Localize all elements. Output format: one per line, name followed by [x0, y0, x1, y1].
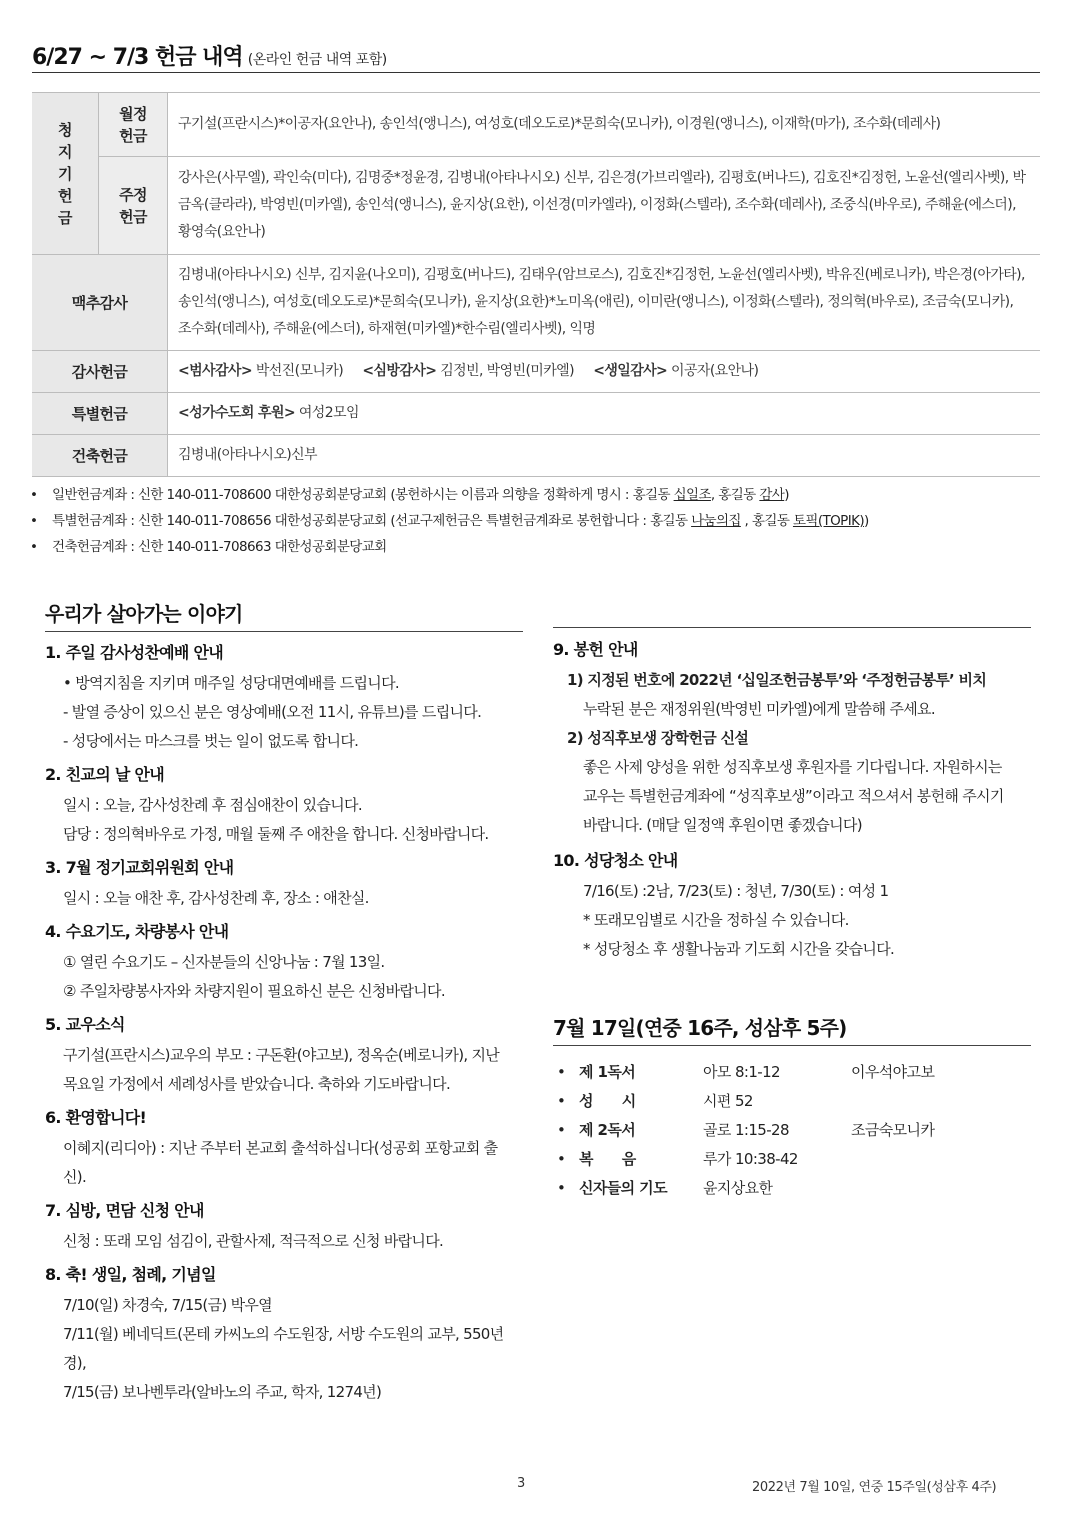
news-item-title: 4. 수요기도, 차량봉사 안내	[45, 922, 229, 941]
news-subtitle: 2) 성직후보생 장학헌금 신설	[567, 729, 749, 747]
account-text: 일반헌금계좌 : 신한 140-011-708600 대한성공회분당교회 (봉헌하시는 이름과 의향을 정확하게 명시 : 홍길동	[52, 487, 674, 503]
news-line: * 또래모임별로 시간을 정하실 수 있습니다.	[583, 911, 849, 929]
news-right-column	[553, 637, 1038, 970]
weekly-content: 강사은(사무엘), 곽인숙(미다), 김명중*정윤경, 김병내(아타나시오) 신부, 김은경(가브리엘라), 김평호(버나드), 김호진*김정헌, 노윤선(엘리사벳), 박금옥(클라라), 박영빈(미카엘), 송인석(앵니스), 윤지상(요한), 이선경(미카엘라), 이정화(스텔라), 조수화(데레사), 조중식(바우로), 주해윤(에스더), 황영숙(요안나)	[168, 157, 1041, 255]
news-item	[45, 855, 530, 913]
weekly-label-text: 주정 헌금	[119, 185, 147, 226]
news-left-column	[45, 640, 530, 1413]
bullet-icon: •	[557, 1179, 566, 1197]
readings-title: 7월 17일(연중 16주, 성삼후 5주)	[553, 1012, 1031, 1046]
account-text: 건축헌금계좌 : 신한 140-011-708663 대한성공회분당교회	[52, 539, 387, 555]
thanks-k2: <심방감사>	[362, 363, 437, 379]
building-label: 건축헌금	[32, 435, 168, 477]
news-line: ① 열린 수요기도 – 신자분들의 신앙나눔 : 7월 13일.	[63, 953, 385, 971]
tithe-label-text: 청 지 기 헌 금	[58, 120, 72, 227]
bullet-icon: •	[557, 1150, 566, 1168]
reading-label: 제 2독서	[579, 1121, 636, 1139]
thanks-v3: 이공자(요안나)	[671, 363, 759, 379]
readings-list	[553, 1058, 1023, 1203]
news-line: 일시 : 오늘 애찬 후, 감사성찬례 후, 장소 : 애찬실.	[63, 889, 369, 907]
bullet-icon: •	[30, 513, 38, 529]
account-line	[30, 535, 387, 555]
news-item	[553, 848, 1038, 964]
monthly-content: 구기설(프란시스)*이공자(요안나), 송인석(앵니스), 여성호(데오도로)*문희숙(모니카), 이경원(앵니스), 이재학(마가), 조수화(데레사)	[168, 93, 1041, 157]
bullet-icon: •	[557, 1092, 566, 1110]
thanks-v2: 김정빈, 박영빈(미카엘)	[440, 363, 574, 379]
news-item-title: 6. 환영합니다!	[45, 1108, 147, 1127]
reading-text: 윤지상요한	[703, 1179, 773, 1197]
offering-header	[32, 40, 1040, 73]
news-item-title: 10. 성당청소 안내	[553, 851, 678, 870]
news-line: 신).	[63, 1168, 87, 1186]
news-item	[45, 1198, 530, 1256]
reading-reader: 조금숙모니카	[851, 1121, 935, 1139]
news-item	[45, 1012, 530, 1099]
news-item	[45, 919, 530, 1006]
thanks-v1: 박선진(모니카)	[255, 363, 344, 379]
bullet-icon: •	[30, 487, 38, 503]
news-line: 구기설(프란시스)교우의 부모 : 구돈환(야고보), 정옥순(베로니카), 지난	[63, 1046, 500, 1064]
account-underline: 십일조	[673, 487, 711, 503]
wheat-label: 맥추감사	[32, 255, 168, 351]
news-line: ② 주일차량봉사자와 차량지원이 필요하신 분은 신청바랍니다.	[63, 982, 445, 1000]
news-line: 담당 : 정의혁바우로 가정, 매월 둘째 주 애찬을 합니다. 신청바랍니다.	[63, 825, 489, 843]
special-label: 특별헌금	[32, 393, 168, 435]
table-row	[32, 435, 1040, 477]
footer-date: 2022년 7월 10일, 연중 15주일(성삼후 4주)	[752, 1480, 997, 1495]
reading-label: 복 음	[579, 1150, 636, 1168]
news-line: 좋은 사제 양성을 위한 성직후보생 후원자를 기다립니다. 자원하시는	[583, 758, 1002, 776]
wheat-content: 김병내(아타나시오) 신부, 김지윤(나오미), 김평호(버나드), 김태우(암브로스), 김호진*김정헌, 노윤선(엘리사벳), 박유진(베로니카), 박은경(아가타), 송인석(앵니스), 여성호(데오도로)*문희숙(모니카), 윤지상(요한)*노미옥(애린), 이미란(앵니스), 이정화(스텔라), 정의혁(바우로), 조금숙(모니카), 조수화(데레사), 주해윤(에스더), 하재현(미카엘)*한수림(엘리사벳), 익명	[168, 255, 1041, 351]
thanks-label: 감사헌금	[32, 351, 168, 393]
news-line: 7/15(금) 보나벤투라(알바노의 주교, 학자, 1274년)	[63, 1383, 382, 1401]
monthly-label	[99, 93, 168, 157]
right-divider	[553, 627, 1031, 628]
news-line: 교우는 특별헌금계좌에 “성직후보생”이라고 적으셔서 봉헌해 주시기	[583, 787, 1004, 805]
weekly-label	[99, 157, 168, 255]
news-subtitle: 1) 지정된 번호에 2022년 ‘십일조헌금봉투’와 ‘주정헌금봉투’ 비치	[567, 671, 987, 689]
monthly-label-text: 월정 헌금	[119, 104, 147, 145]
news-item	[45, 1262, 530, 1407]
account-text: 특별헌금계좌 : 신한 140-011-708656 대한성공회분당교회 (선교구제헌금은 특별헌금계좌로 봉헌합니다 : 홍길동	[52, 513, 692, 529]
news-line: 7/11(월) 베네딕트(몬테 카씨노의 수도원장, 서방 수도원의 교부, 550년	[63, 1325, 504, 1343]
account-text: )	[784, 487, 789, 503]
news-item-title: 3. 7월 정기교회위원회 안내	[45, 858, 234, 877]
reading-row	[553, 1116, 1023, 1145]
news-line: 목요일 가정에서 세례성사를 받았습니다. 축하와 기도바랍니다.	[63, 1075, 451, 1093]
account-line	[30, 483, 789, 503]
account-underline: 토픽(TOPIK)	[792, 513, 865, 529]
news-item	[45, 1105, 530, 1192]
news-title: 우리가 살아가는 이야기	[45, 598, 523, 632]
table-row	[32, 157, 1040, 255]
bullet-icon: •	[557, 1121, 566, 1139]
news-item-title: 8. 축! 생일, 첨례, 기념일	[45, 1265, 216, 1284]
reading-text: 아모 8:1-12	[703, 1063, 780, 1081]
news-item-title: 5. 교우소식	[45, 1015, 125, 1034]
news-line: 누락된 분은 재정위원(박영빈 미카엘)에게 말씀해 주세요.	[583, 700, 935, 718]
reading-row	[553, 1174, 1023, 1203]
thanks-k3: <생일감사>	[593, 363, 668, 379]
news-item	[553, 637, 1038, 840]
news-line: 경),	[63, 1354, 87, 1372]
thanks-content	[168, 351, 1041, 393]
offering-table	[32, 92, 1040, 477]
account-text: , 홍길동	[710, 487, 760, 503]
tithe-label	[32, 93, 99, 255]
news-line: - 발열 증상이 있으신 분은 영상예배(오전 11시, 유튜브)를 드립니다.	[63, 703, 482, 721]
reading-label: 신자들의 기도	[579, 1179, 667, 1197]
news-line: 7/10(일) 차경숙, 7/15(금) 박우열	[63, 1296, 272, 1314]
news-line: * 성당청소 후 생활나눔과 기도회 시간을 갖습니다.	[583, 940, 895, 958]
reading-reader: 이우석야고보	[851, 1063, 935, 1081]
account-text: , 홍길동	[740, 513, 793, 529]
thanks-k1: <범사감사>	[178, 363, 252, 379]
table-row	[32, 255, 1040, 351]
reading-text: 루가 10:38-42	[703, 1150, 798, 1168]
news-line: - 성당에서는 마스크를 벗는 일이 없도록 합니다.	[63, 732, 359, 750]
news-item	[45, 640, 530, 756]
news-line: • 방역지침을 지키며 매주일 성당대면예배를 드립니다.	[63, 674, 399, 692]
reading-row	[553, 1087, 1023, 1116]
special-content	[168, 393, 1041, 435]
page-number: 3	[517, 1476, 525, 1491]
bullet-icon: •	[30, 539, 38, 555]
reading-text: 시편 52	[703, 1092, 753, 1110]
table-row	[32, 93, 1040, 157]
news-line: 신청 : 또래 모임 섬김이, 관할사제, 적극적으로 신청 바랍니다.	[63, 1232, 444, 1250]
reading-text: 골로 1:15-28	[703, 1121, 789, 1139]
account-line	[30, 509, 869, 529]
reading-row	[553, 1145, 1023, 1174]
news-line: 7/16(토) :2남, 7/23(토) : 청년, 7/30(토) : 여성 1	[583, 882, 889, 900]
news-line: 이혜지(리디아) : 지난 주부터 본교회 출석하십니다(성공회 포항교회 출	[63, 1139, 498, 1157]
news-item	[45, 762, 530, 849]
news-item-title: 9. 봉헌 안내	[553, 640, 638, 659]
news-item-title: 2. 친교의 날 안내	[45, 765, 164, 784]
account-text: )	[864, 513, 869, 529]
building-content: 김병내(아타나시오)신부	[168, 435, 1041, 477]
table-row	[32, 351, 1040, 393]
reading-label: 성 시	[579, 1092, 636, 1110]
account-underline: 나눔의집	[691, 513, 741, 529]
news-item-title: 1. 주일 감사성찬예배 안내	[45, 643, 223, 662]
reading-label: 제 1독서	[579, 1063, 636, 1081]
offering-title: 6/27 ~ 7/3 헌금 내역	[32, 45, 243, 70]
offering-subtitle: (온라인 헌금 내역 포함)	[247, 52, 387, 68]
table-row	[32, 393, 1040, 435]
reading-row	[553, 1058, 1023, 1087]
account-underline: 감사	[759, 487, 785, 503]
news-item-title: 7. 심방, 면담 신청 안내	[45, 1201, 204, 1220]
news-line: 일시 : 오늘, 감사성찬례 후 점심애찬이 있습니다.	[63, 796, 362, 814]
bullet-icon: •	[557, 1063, 566, 1081]
special-k1: <성가수도회 후원>	[178, 405, 296, 421]
news-line: 바랍니다. (매달 일정액 후원이면 좋겠습니다)	[583, 816, 862, 834]
special-v1: 여성2모임	[298, 405, 359, 421]
